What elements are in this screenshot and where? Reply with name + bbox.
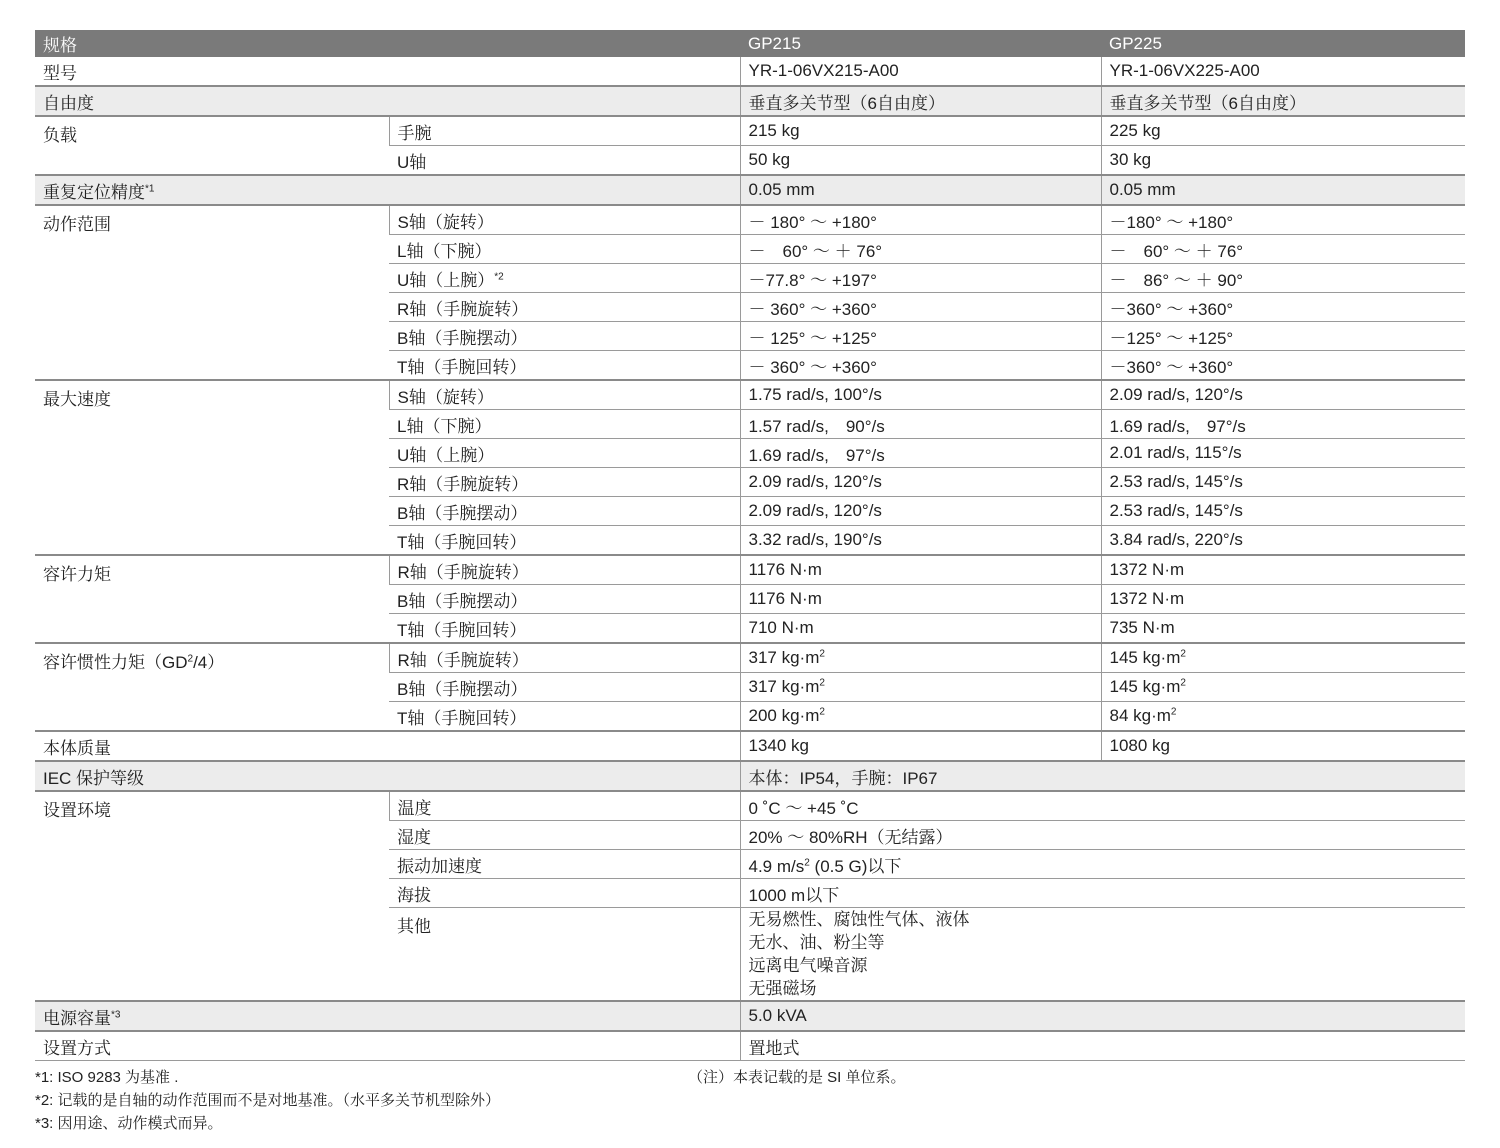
footnote-mark: *2	[494, 270, 504, 282]
value-gp215: 0.05 mm	[740, 175, 1101, 205]
env-other-line: 远离电气噪音源	[748, 956, 868, 975]
footnote-mark: *1	[145, 182, 155, 194]
value-text: 710 N·m	[748, 618, 814, 637]
value-gp215	[740, 410, 1101, 439]
value-text: － 360° ～ +360°	[748, 357, 877, 377]
superscript: 2	[1180, 648, 1186, 660]
superscript: 2	[804, 856, 810, 868]
value-text: 2.53 rad/s, 145°/s	[1109, 472, 1243, 491]
sublabel: 湿度	[389, 821, 740, 850]
value-install: 置地式	[740, 1031, 1465, 1061]
torque-group	[35, 555, 1465, 643]
value-text: 3.84 rad/s, 220°/s	[1109, 530, 1243, 549]
value-altitude: 1000 m以下	[740, 879, 1465, 908]
value-gp225	[1101, 497, 1465, 526]
value-text: 2.53 rad/s, 145°/s	[1109, 501, 1243, 520]
value-gp225	[1101, 205, 1465, 235]
sublabel-text: R轴（手腕旋转）	[397, 474, 529, 494]
header-gp225: GP225	[1101, 30, 1465, 57]
row-iec	[35, 761, 1465, 791]
value-text: 317 kg·m	[748, 677, 820, 696]
label-torque: 容许力矩	[35, 555, 389, 643]
value-text: 1176 N·m	[748, 560, 822, 579]
env-other-line: 无强磁场	[748, 979, 817, 998]
superscript: 2	[1170, 706, 1177, 718]
label-mass: 本体质量	[35, 731, 740, 761]
sublabel-text: B轴（手腕摆动）	[397, 503, 528, 523]
value-gp215: 50 kg	[740, 146, 1101, 176]
value-other	[740, 908, 1465, 1002]
value-gp225	[1101, 614, 1465, 644]
value-humidity: 20% ～ 80%RH（无结露）	[740, 821, 1465, 850]
value-gp225	[1101, 351, 1465, 381]
value-gp215	[740, 614, 1101, 644]
value-text: －77.8° ～ +197°	[748, 270, 877, 290]
value-gp215: 垂直多关节型（6自由度）	[740, 86, 1101, 116]
sublabel	[389, 585, 740, 614]
sublabel	[389, 351, 740, 381]
value-gp215	[740, 264, 1101, 293]
sublabel	[389, 264, 740, 293]
value-gp225: YR-1-06VX225-A00	[1101, 57, 1465, 86]
sublabel: 海拔	[389, 879, 740, 908]
value-gp225	[1101, 468, 1465, 497]
footnote-mark: *3	[111, 1008, 121, 1020]
value-gp225	[1101, 673, 1465, 702]
value-text: 145 kg·m	[1109, 648, 1181, 667]
row-model	[35, 57, 1465, 86]
superscript: 2	[819, 706, 825, 718]
value-text: 1372 N·m	[1109, 589, 1185, 608]
row-mass	[35, 731, 1465, 761]
env-other-line: 无易燃性、腐蚀性气体、液体	[748, 910, 970, 929]
label-install: 设置方式	[35, 1031, 740, 1061]
value-text: －360° ～ +360°	[1109, 299, 1234, 319]
sublabel-text: T轴（手腕回转）	[397, 620, 527, 640]
value-text: －180° ～ +180°	[1109, 212, 1234, 232]
value-text: 2.01 rad/s, 115°/s	[1109, 443, 1242, 462]
label-text: /4）	[193, 653, 225, 672]
env-other-line: 无水、油、粉尘等	[748, 933, 885, 952]
value-gp225	[1101, 643, 1465, 673]
sublabel-text: S轴（旋转）	[397, 212, 494, 232]
label-text: 容许惯性力矩（GD	[43, 653, 188, 672]
value-gp215	[740, 205, 1101, 235]
range-group	[35, 205, 1465, 380]
value-gp215	[740, 643, 1101, 673]
value-gp225	[1101, 439, 1465, 468]
value-gp225	[1101, 235, 1465, 264]
sublabel	[389, 702, 740, 732]
value-gp215: 215 kg	[740, 116, 1101, 146]
label-power	[35, 1001, 740, 1031]
value-gp215	[740, 555, 1101, 585]
value-text: 1.69 rad/s, 97°/s	[748, 445, 885, 465]
value-gp225	[1101, 585, 1465, 614]
row-power	[35, 1001, 1465, 1031]
sublabel-text: B轴（手腕摆动）	[397, 328, 528, 348]
value-gp215: 1340 kg	[740, 731, 1101, 761]
value-text: 1.57 rad/s, 90°/s	[748, 416, 885, 436]
value-gp215	[740, 351, 1101, 381]
value-gp215	[740, 293, 1101, 322]
range-row	[35, 205, 1465, 235]
value-power: 5.0 kVA	[740, 1001, 1465, 1031]
value-gp215	[740, 526, 1101, 556]
speed-row	[35, 380, 1465, 410]
value-text: －360° ～ +360°	[1109, 357, 1234, 377]
sublabel-text: T轴（手腕回转）	[397, 708, 527, 728]
sublabel-text: T轴（手腕回转）	[397, 357, 527, 377]
value-text: 1.75 rad/s, 100°/s	[748, 385, 882, 404]
value-text: 317 kg·m	[748, 648, 820, 667]
label-payload: 负载	[35, 116, 389, 175]
value-gp215	[740, 322, 1101, 351]
value-gp215	[740, 380, 1101, 410]
sublabel	[389, 555, 740, 585]
label-repeat	[35, 175, 740, 205]
footnote-1: *1: ISO 9283 为基准 .	[35, 1069, 179, 1086]
sublabel: 振动加速度	[389, 850, 740, 879]
row-payload-wrist	[35, 116, 1465, 146]
value-gp215	[740, 497, 1101, 526]
value-temp: 0 ˚C ～ +45 ˚C	[740, 791, 1465, 821]
value-text: 1.69 rad/s, 97°/s	[1109, 416, 1246, 436]
label-text: 电源容量	[43, 1008, 111, 1028]
value-text: 2.09 rad/s, 120°/s	[1109, 385, 1243, 404]
sublabel	[389, 526, 740, 556]
value-gp225	[1101, 555, 1465, 585]
row-dof	[35, 86, 1465, 116]
value-gp215	[740, 235, 1101, 264]
value-gp225	[1101, 380, 1465, 410]
sublabel	[389, 497, 740, 526]
value-gp225	[1101, 322, 1465, 351]
value-text: － 60° ～ ＋ 76°	[1109, 241, 1244, 261]
sublabel	[389, 673, 740, 702]
value-gp215	[740, 702, 1101, 732]
value-text: － 60° ～ ＋ 76°	[748, 241, 883, 261]
sublabel	[389, 410, 740, 439]
value-gp225: 垂直多关节型（6自由度）	[1101, 86, 1465, 116]
value-text: － 180° ～ +180°	[748, 212, 877, 232]
value-text: － 86° ～ ＋ 90°	[1109, 270, 1244, 290]
sublabel-text: U轴（上腕）	[397, 270, 495, 290]
sublabel	[389, 322, 740, 351]
value-text: 145 kg·m	[1109, 677, 1181, 696]
sublabel: 其他	[389, 908, 740, 1002]
sublabel-text: U轴（上腕）	[397, 445, 495, 465]
sublabel-text: L轴（下腕）	[397, 416, 492, 436]
sublabel-text: R轴（手腕旋转）	[397, 299, 529, 319]
value-gp225: 30 kg	[1101, 146, 1465, 176]
footnote-2: *2: 记载的是自轴的动作范围而不是对地基准。（水平多关节机型除外）	[35, 1092, 501, 1109]
value-gp215	[740, 585, 1101, 614]
value-gp215	[740, 439, 1101, 468]
footnote-3: *3: 因用途、动作模式而异。	[35, 1115, 223, 1132]
value-gp225: 0.05 mm	[1101, 175, 1465, 205]
value-gp215	[740, 468, 1101, 497]
sublabel-text: B轴（手腕摆动）	[397, 591, 528, 611]
value-text: 2.09 rad/s, 120°/s	[748, 472, 882, 491]
sublabel: U轴	[389, 146, 740, 176]
value-text: 4.9 m/s	[748, 856, 805, 876]
value-text: 2.09 rad/s, 120°/s	[748, 501, 882, 520]
value-gp225	[1101, 526, 1465, 556]
superscript: 2	[819, 648, 825, 660]
value-gp225	[1101, 410, 1465, 439]
sublabel	[389, 205, 740, 235]
value-text: 1372 N·m	[1109, 560, 1185, 579]
label-model: 型号	[35, 57, 740, 86]
sublabel-text: L轴（下腕）	[397, 241, 492, 261]
value-text: 84 kg·m	[1109, 706, 1171, 725]
value-text: － 360° ～ +360°	[748, 299, 877, 319]
superscript: 2	[1180, 677, 1186, 689]
value-gp225	[1101, 702, 1465, 732]
value-text: 200 kg·m	[748, 706, 820, 725]
row-env-temp	[35, 791, 1465, 821]
label-range: 动作范围	[35, 205, 389, 380]
header-gp215: GP215	[740, 30, 1101, 57]
value-gp225: 1080 kg	[1101, 731, 1465, 761]
value-gp215	[740, 673, 1101, 702]
footnotes	[35, 1066, 500, 1135]
sublabel	[389, 439, 740, 468]
row-install	[35, 1031, 1465, 1061]
sublabel	[389, 643, 740, 673]
sublabel	[389, 468, 740, 497]
sublabel-text: B轴（手腕摆动）	[397, 679, 528, 699]
value-gp225: 225 kg	[1101, 116, 1465, 146]
label-speed: 最大速度	[35, 380, 389, 555]
value-text: 735 N·m	[1109, 618, 1175, 637]
sublabel-text: R轴（手腕旋转）	[397, 562, 529, 582]
sublabel	[389, 235, 740, 264]
value-text: 1176 N·m	[748, 589, 822, 608]
label-text: 重复定位精度	[43, 182, 145, 202]
sublabel-text: S轴（旋转）	[397, 387, 494, 407]
superscript: 2	[819, 677, 825, 689]
sublabel: 手腕	[389, 116, 740, 146]
value-text: 3.32 rad/s, 190°/s	[748, 530, 882, 549]
label-env: 设置环境	[35, 791, 389, 1001]
header-row	[35, 30, 1465, 57]
inertia-group	[35, 643, 1465, 731]
sublabel	[389, 293, 740, 322]
label-inertia	[35, 643, 389, 731]
value-text: －125° ～ +125°	[1109, 328, 1234, 348]
label-dof: 自由度	[35, 86, 740, 116]
sublabel-text: R轴（手腕旋转）	[397, 650, 529, 670]
sublabel-text: T轴（手腕回转）	[397, 532, 527, 552]
label-iec: IEC 保护等级	[35, 761, 740, 791]
sublabel: 温度	[389, 791, 740, 821]
sublabel	[389, 614, 740, 644]
header-spec: 规格	[35, 30, 740, 57]
superscript: 2	[187, 653, 194, 665]
value-gp225	[1101, 293, 1465, 322]
si-note: （注）本表记载的是 SI 单位系。	[688, 1069, 906, 1086]
torque-row	[35, 555, 1465, 585]
value-text: (0.5 G)以下	[809, 856, 902, 876]
value-iec: 本体：IP54，手腕：IP67	[740, 761, 1465, 791]
sublabel	[389, 380, 740, 410]
row-repeat	[35, 175, 1465, 205]
inertia-row	[35, 643, 1465, 673]
speed-group	[35, 380, 1465, 555]
value-vibration	[740, 850, 1465, 879]
value-text: － 125° ～ +125°	[748, 328, 877, 348]
value-gp225	[1101, 264, 1465, 293]
value-gp215: YR-1-06VX215-A00	[740, 57, 1101, 86]
spec-table	[35, 30, 1465, 1061]
